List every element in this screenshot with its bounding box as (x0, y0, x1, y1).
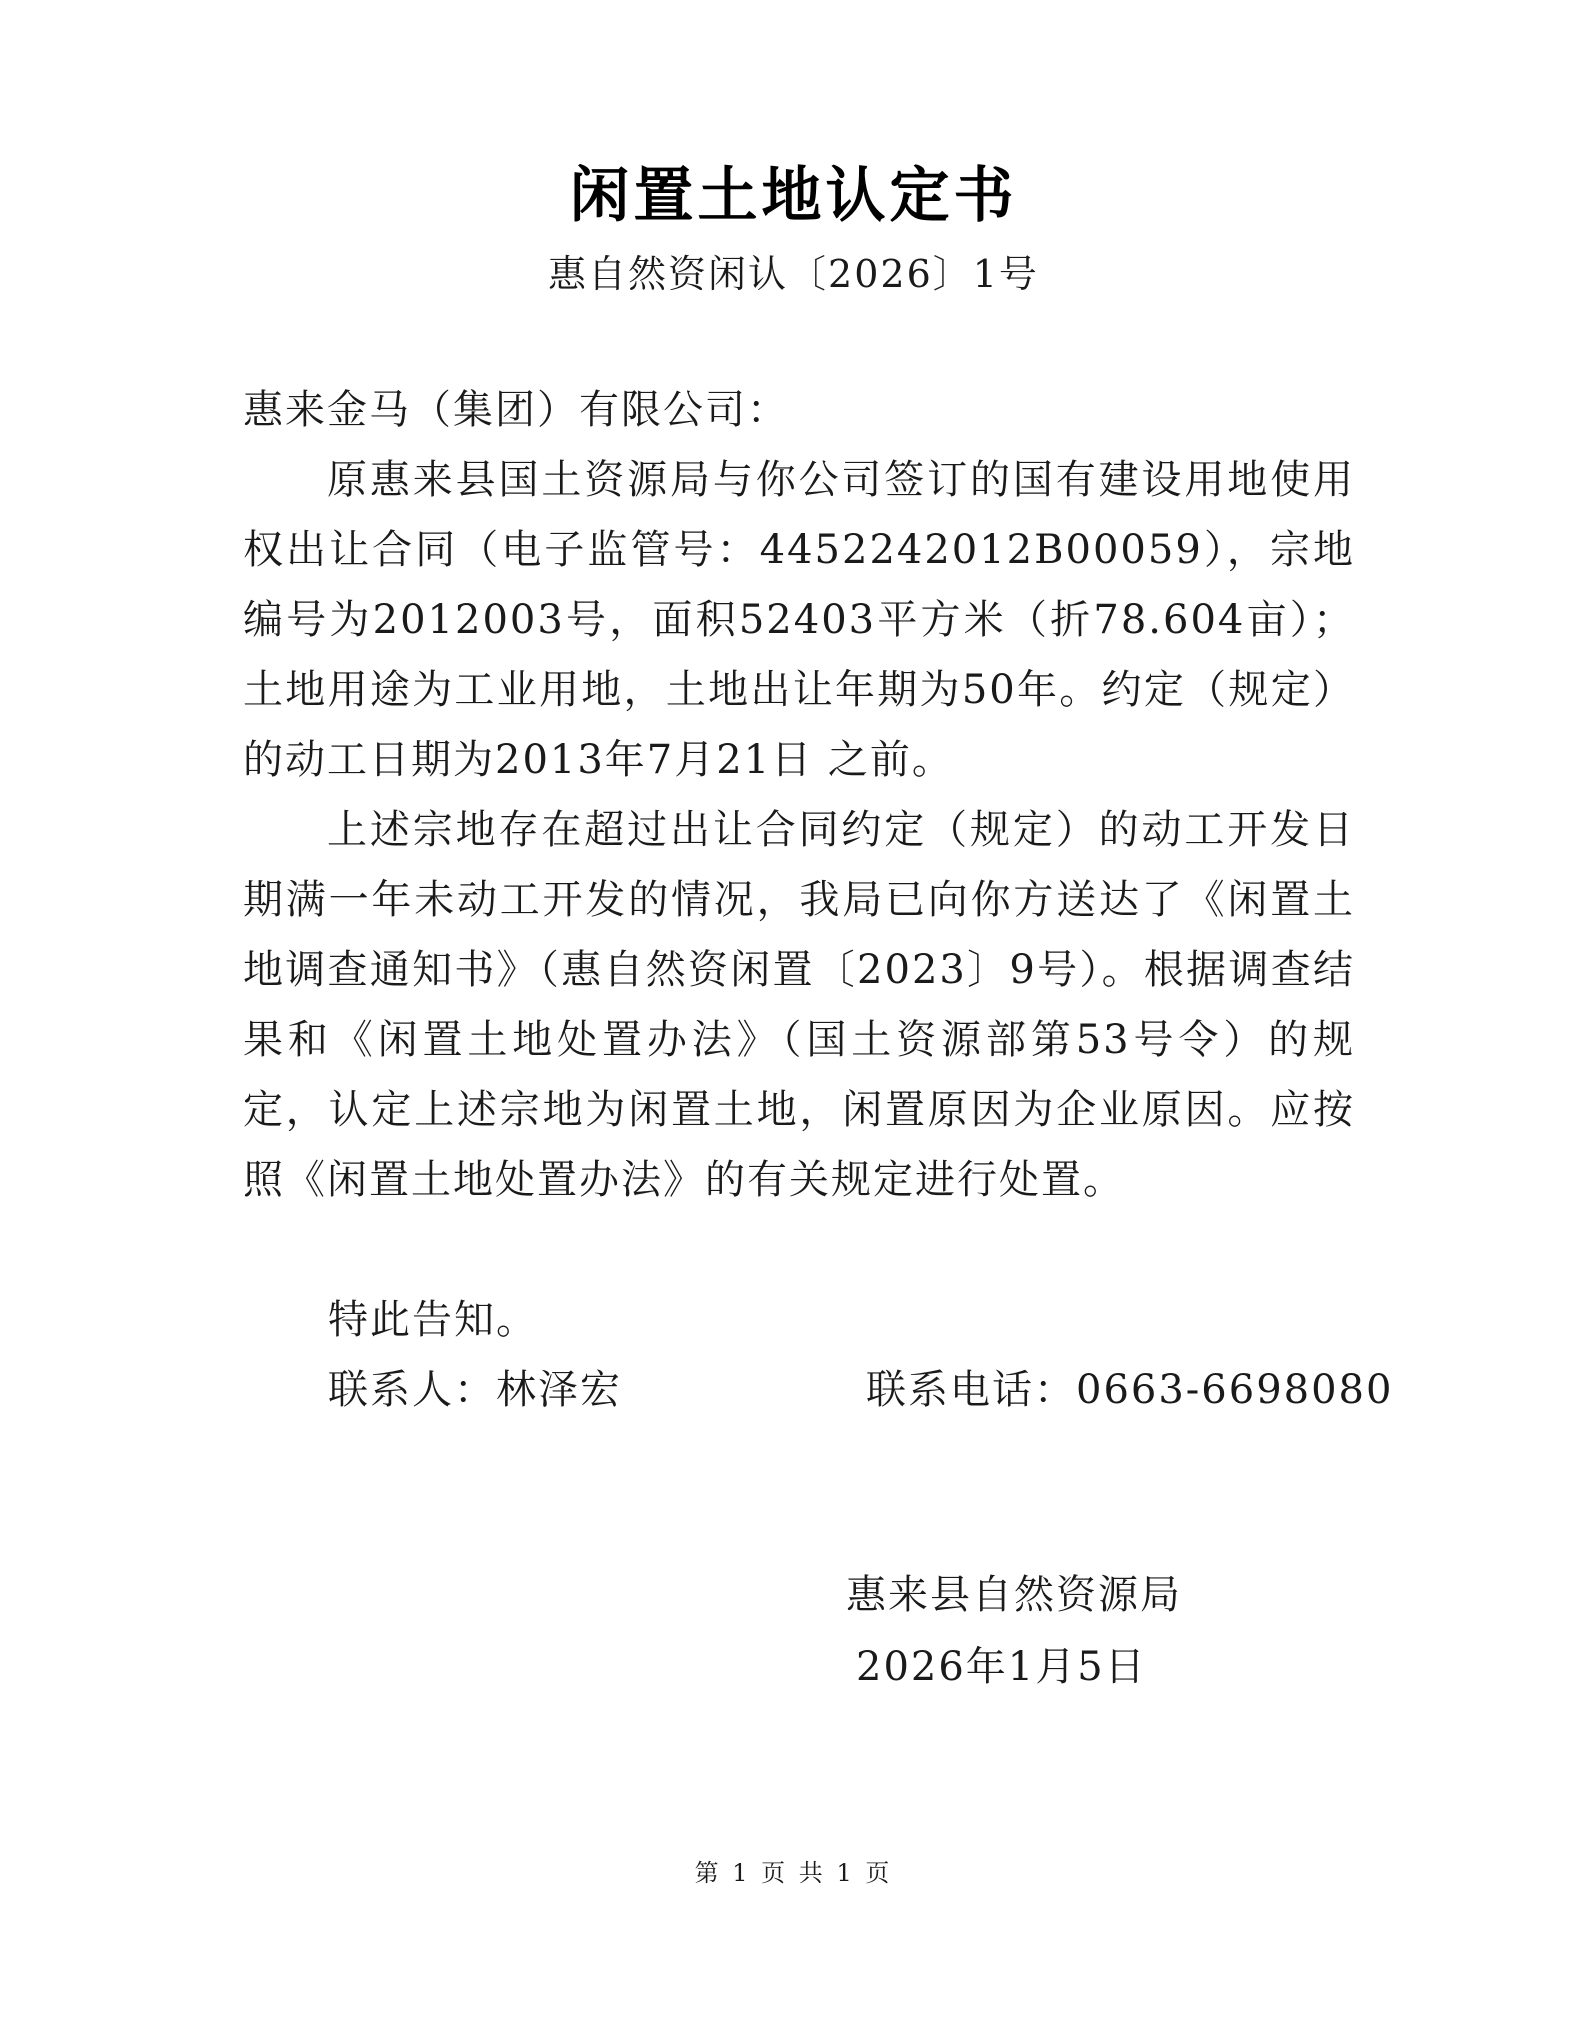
document-number: 惠自然资闲认〔2026〕1号 (548, 252, 1039, 296)
notice-line: 特此告知。 (328, 1297, 538, 1343)
issuing-authority: 惠来县自然资源局 (846, 1572, 1182, 1618)
contact-phone: 联系电话：0663-6698080 (866, 1367, 1394, 1413)
body-paragraph: 原惠来县国土资源局与你公司签订的国有建设用地使用权出让合同（电子监管号：4452242012B00059），宗地编号为2012003号，面积52403平方米（折78.604亩）；土地用途为工业用地，土地出让年期为50年。约定（规定）的动工日期为2013年7月21日 之前。 (243, 457, 1355, 783)
contact-person: 联系人：林泽宏 (328, 1367, 622, 1413)
document-title: 闲置土地认定书 (569, 161, 1018, 231)
body-paragraph: 上述宗地存在超过出让合同约定（规定）的动工开发日期满一年未动工开发的情况，我局已向你方送达了《闲置土地调查通知书》（惠自然资闲置〔2023〕9号）。根据调查结果和《闲置土地处置办法》（国土资源部第53号令）的规定，认定上述宗地为闲置土地，闲置原因为企业原因。应按照《闲置土地处置办法》的有关规定进行处置。 (243, 807, 1355, 1203)
issue-date: 2026年1月5日 (856, 1644, 1147, 1690)
page-footer: 第 1 页 共 1 页 (694, 1859, 893, 1887)
addressee: 惠来金马（集团）有限公司： (243, 387, 789, 433)
